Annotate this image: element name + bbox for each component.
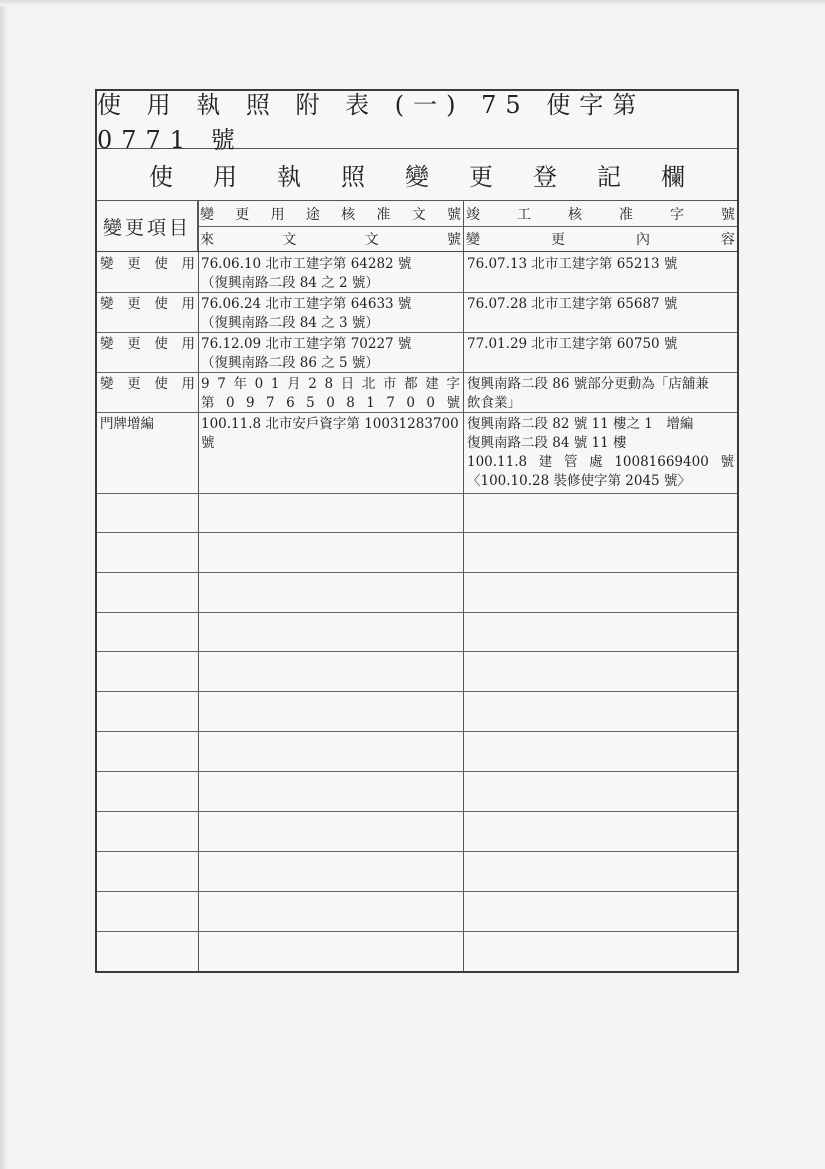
char: 0 (406, 395, 415, 411)
row-divider (97, 493, 737, 494)
char: 年 (233, 376, 247, 392)
header-char: 更 (235, 206, 250, 223)
row-divider (97, 612, 737, 613)
label-char: 使 (154, 296, 168, 312)
scan-edge (0, 0, 8, 1169)
label-char: 變 (100, 296, 114, 312)
row-item-label (97, 293, 198, 316)
header-mid-divider (198, 226, 737, 227)
label-char: 變 (100, 256, 114, 272)
text-line: 76.06.24 北市工建字第 64633 號 (201, 296, 412, 312)
row-completion-text (464, 333, 737, 356)
char: 0 (254, 376, 264, 392)
header-col1-line2 (198, 226, 463, 251)
char: 9 (246, 395, 255, 411)
char: 第 (201, 395, 215, 411)
text-line: 復興南路二段 84 號 11 樓 (467, 435, 627, 451)
char: 7 (386, 395, 395, 411)
row-divider (97, 851, 737, 852)
header-char: 准 (619, 206, 633, 223)
row-divider (97, 771, 737, 772)
label-char: 變 (100, 336, 114, 352)
label-char: 用 (181, 376, 195, 392)
form-subtitle: 使用執照變更登記欄 (97, 149, 737, 201)
label-char: 更 (127, 376, 141, 392)
header-col2-line2 (464, 226, 737, 251)
header-char: 竣 (466, 206, 480, 223)
label-char: 使 (154, 256, 168, 272)
text-line: 76.12.09 北市工建字第 70227 號 (201, 336, 412, 352)
label-char: 使 (154, 336, 168, 352)
row-completion-text (464, 293, 737, 316)
header-char: 變 (200, 206, 214, 223)
row-completion-text (464, 373, 737, 415)
word: 處 (589, 454, 603, 470)
header-char: 核 (341, 206, 356, 223)
text-line (201, 375, 460, 394)
char: 日 (340, 376, 355, 392)
label-char: 更 (127, 336, 141, 352)
text-line: 76.07.13 北市工建字第 65213 號 (467, 256, 678, 272)
header-change-item: 變更項目 (97, 201, 198, 251)
header-char: 變 (466, 231, 480, 248)
header-char: 號 (721, 206, 735, 223)
text-line (201, 394, 460, 413)
text-line: 77.01.29 北市工建字第 60750 號 (467, 336, 678, 352)
row-divider (97, 891, 737, 892)
header-char: 文 (364, 231, 379, 248)
char: 9 (201, 376, 210, 392)
row-divider (97, 651, 737, 652)
row-divider (97, 372, 737, 373)
char: 0 (426, 395, 436, 411)
table-header (97, 201, 737, 251)
row-divider (97, 251, 737, 252)
header-char: 容 (721, 231, 735, 248)
text-line: 100.11.8 北市安戶資字第 10031283700 (201, 416, 459, 432)
row-divider (97, 572, 737, 573)
text-line: 復興南路二段 86 號部分更動為「店舖兼 (467, 376, 709, 392)
header-char: 文 (282, 231, 297, 248)
header-char: 來 (200, 231, 214, 248)
header-col1-line1 (198, 201, 463, 226)
text-line: （復興南路二段 84 之 2 號） (201, 275, 379, 291)
column-divider (198, 201, 199, 971)
row-approval-text (198, 373, 463, 415)
header-char: 用 (270, 206, 285, 223)
label-char: 更 (127, 256, 141, 272)
row-item-label (97, 253, 198, 276)
word: 管 (563, 454, 578, 470)
row-divider (97, 811, 737, 812)
text-line: 〈100.10.28 裝修使字第 2045 號〉 (467, 473, 691, 489)
char: 7 (266, 395, 275, 411)
row-item-label (97, 333, 198, 356)
char: 1 (270, 376, 280, 392)
form-title: 使 用 執 照 附 表 (一) 75 使字第 0771 號 (97, 91, 737, 149)
row-divider (97, 532, 737, 533)
header-char: 字 (670, 206, 684, 223)
header-char: 文 (411, 206, 426, 223)
char: 建 (425, 376, 439, 392)
row-divider (97, 332, 737, 333)
word: 100.11.8 (467, 454, 528, 470)
char: 號 (446, 395, 460, 411)
text-line: 76.07.28 北市工建字第 65687 號 (467, 296, 678, 312)
scan-edge-top (0, 0, 825, 6)
text-line (467, 453, 734, 472)
header-char: 途 (305, 206, 320, 223)
char: 都 (404, 376, 418, 392)
header-char: 准 (376, 206, 391, 223)
row-approval-text (198, 413, 463, 455)
word: 10081669400 (614, 454, 709, 470)
row-approval-text (198, 333, 463, 375)
row-approval-text (198, 293, 463, 335)
column-divider (463, 201, 464, 971)
row-completion-text (464, 413, 737, 493)
char: 7 (217, 376, 226, 392)
word: 號 (720, 454, 734, 470)
header-col2-line1 (464, 201, 737, 226)
header-char: 核 (568, 206, 582, 223)
row-divider (97, 691, 737, 692)
header-char: 工 (517, 206, 531, 223)
header-char: 號 (446, 206, 461, 223)
text-line: 76.06.10 北市工建字第 64282 號 (201, 256, 412, 272)
char: 5 (306, 395, 315, 411)
label-char: 用 (181, 296, 195, 312)
char: 0 (225, 395, 235, 411)
text-line: 號 (201, 435, 215, 451)
text-line: 復興南路二段 82 號 11 樓之 1 增編 (467, 416, 694, 432)
row-item-label (97, 373, 198, 396)
row-approval-text (198, 253, 463, 295)
header-char: 內 (636, 231, 650, 248)
char: 0 (326, 395, 335, 411)
char: 市 (382, 376, 397, 392)
char: 8 (346, 395, 355, 411)
row-divider (97, 412, 737, 413)
char: 北 (361, 376, 376, 392)
char: 8 (324, 376, 334, 392)
label-char: 用 (181, 256, 195, 272)
header-char: 號 (446, 231, 461, 248)
char: 月 (287, 376, 301, 392)
row-divider (97, 731, 737, 732)
word: 建 (538, 454, 553, 470)
row-item-label: 門牌增編 (100, 416, 154, 432)
char: 2 (308, 376, 317, 392)
text-line: （復興南路二段 84 之 3 號） (201, 315, 379, 331)
row-completion-text (464, 253, 737, 276)
label-char: 用 (181, 336, 195, 352)
row-divider (97, 292, 737, 293)
permit-change-form (95, 89, 739, 973)
char: 1 (366, 395, 375, 411)
label-char: 更 (127, 296, 141, 312)
text-line: （復興南路二段 86 之 5 號） (201, 355, 379, 371)
char: 6 (286, 395, 295, 411)
text-line: 飲食業」 (467, 395, 521, 411)
header-char: 更 (551, 231, 565, 248)
char: 字 (446, 376, 460, 392)
label-char: 變 (100, 376, 114, 392)
row-divider (97, 931, 737, 932)
label-char: 使 (154, 376, 168, 392)
